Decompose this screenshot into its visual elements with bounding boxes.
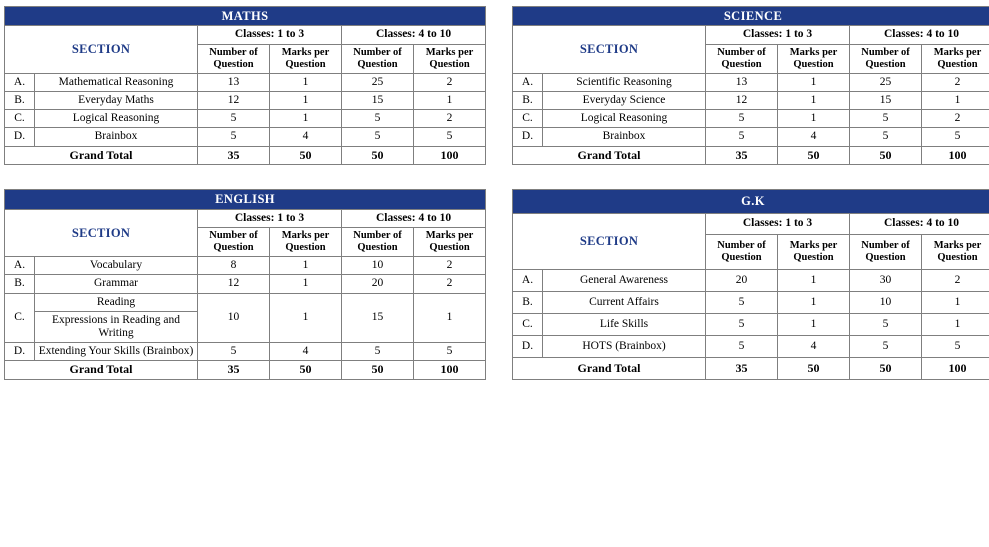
row-letter: C.	[5, 293, 35, 343]
table-group-header-row	[513, 213, 989, 235]
row-name: Everyday Maths	[35, 91, 198, 109]
row-value: 12	[198, 91, 270, 109]
row-value: 5	[922, 128, 989, 146]
row-name: Scientific Reasoning	[543, 73, 706, 91]
row-value: 2	[414, 257, 486, 275]
row-value: 1	[414, 293, 486, 343]
table-group-header-row	[5, 209, 486, 227]
sub-header-3: Number of Question	[342, 44, 414, 73]
grand-total-value: 100	[922, 146, 989, 165]
grand-total-value: 50	[342, 146, 414, 165]
grand-total-row	[5, 361, 486, 380]
grand-total-row	[513, 357, 989, 380]
row-letter: B.	[513, 292, 543, 314]
row-value: 5	[922, 335, 989, 357]
grand-total-value: 50	[778, 357, 850, 380]
grand-total-label: Grand Total	[513, 146, 706, 165]
row-value: 5	[706, 110, 778, 128]
sub-header-1: Number of Question	[198, 44, 270, 73]
table-row	[513, 110, 989, 128]
sub-header-4: Marks per Question	[414, 227, 486, 256]
row-value: 25	[850, 73, 922, 91]
table-title-row	[5, 190, 486, 209]
row-value: 2	[414, 73, 486, 91]
row-value: 20	[342, 275, 414, 293]
table-row	[513, 270, 989, 292]
row-value: 4	[778, 335, 850, 357]
section-header: SECTION	[513, 26, 706, 73]
row-value: 1	[922, 91, 989, 109]
table-title-row	[513, 7, 989, 26]
grand-total-value: 35	[198, 146, 270, 165]
row-name: HOTS (Brainbox)	[543, 335, 706, 357]
grand-total-label: Grand Total	[5, 361, 198, 380]
row-value: 2	[922, 73, 989, 91]
row-name: Logical Reasoning	[543, 110, 706, 128]
table-row	[5, 128, 486, 146]
grand-total-value: 50	[778, 146, 850, 165]
section-header: SECTION	[5, 209, 198, 256]
row-letter: C.	[5, 110, 35, 128]
table-row	[5, 343, 486, 361]
section-header: SECTION	[5, 26, 198, 73]
table-title-row	[5, 7, 486, 26]
subject-title: MATHS	[5, 7, 486, 26]
row-letter: D.	[513, 128, 543, 146]
row-letter: B.	[513, 91, 543, 109]
row-name-secondary: Expressions in Reading and Writing	[35, 311, 198, 342]
table-row	[5, 73, 486, 91]
grand-total-label: Grand Total	[513, 357, 706, 380]
row-name: Everyday Science	[543, 91, 706, 109]
row-value: 5	[198, 128, 270, 146]
row-value: 5	[706, 128, 778, 146]
group-header-2: Classes: 4 to 10	[850, 213, 989, 235]
group-header-2: Classes: 4 to 10	[850, 26, 989, 44]
row-value: 12	[198, 275, 270, 293]
row-value: 25	[342, 73, 414, 91]
row-value: 1	[922, 292, 989, 314]
row-value: 8	[198, 257, 270, 275]
group-header-1: Classes: 1 to 3	[198, 26, 342, 44]
row-letter: D.	[513, 335, 543, 357]
sub-header-4: Marks per Question	[414, 44, 486, 73]
grand-total-value: 35	[706, 357, 778, 380]
grand-total-value: 50	[850, 146, 922, 165]
row-value: 1	[778, 313, 850, 335]
row-value: 13	[198, 73, 270, 91]
row-letter: B.	[5, 91, 35, 109]
row-letter: A.	[5, 73, 35, 91]
row-value: 5	[342, 110, 414, 128]
row-value: 1	[414, 91, 486, 109]
grand-total-value: 50	[270, 146, 342, 165]
row-value: 1	[778, 91, 850, 109]
row-name: Extending Your Skills (Brainbox)	[35, 343, 198, 361]
row-value: 10	[342, 257, 414, 275]
table-group-header-row	[513, 26, 989, 44]
row-name: Brainbox	[543, 128, 706, 146]
row-value: 1	[270, 91, 342, 109]
grand-total-value: 100	[922, 357, 989, 380]
subject-title: ENGLISH	[5, 190, 486, 209]
row-letter: B.	[5, 275, 35, 293]
row-value: 10	[850, 292, 922, 314]
row-value: 15	[342, 293, 414, 343]
row-value: 20	[706, 270, 778, 292]
sub-header-2: Marks per Question	[270, 227, 342, 256]
sub-header-2: Marks per Question	[778, 235, 850, 270]
row-value: 5	[342, 128, 414, 146]
row-value: 1	[778, 270, 850, 292]
group-header-1: Classes: 1 to 3	[198, 209, 342, 227]
row-value: 2	[922, 110, 989, 128]
group-header-1: Classes: 1 to 3	[706, 26, 850, 44]
table-gk	[512, 189, 989, 380]
sub-header-4: Marks per Question	[922, 44, 989, 73]
table-row	[5, 257, 486, 275]
grand-total-row	[513, 146, 989, 165]
table-science	[512, 6, 989, 165]
sub-header-1: Number of Question	[706, 235, 778, 270]
row-letter: D.	[5, 343, 35, 361]
row-value: 2	[414, 110, 486, 128]
sub-header-4: Marks per Question	[922, 235, 989, 270]
sub-header-3: Number of Question	[342, 227, 414, 256]
row-name: Brainbox	[35, 128, 198, 146]
row-value: 4	[270, 128, 342, 146]
row-name: Reading	[35, 293, 198, 311]
row-letter: A.	[513, 73, 543, 91]
grand-total-label: Grand Total	[5, 146, 198, 165]
row-value: 1	[778, 292, 850, 314]
table-row	[5, 293, 486, 311]
row-value: 5	[850, 110, 922, 128]
grand-total-value: 35	[198, 361, 270, 380]
table-row	[5, 91, 486, 109]
sub-header-3: Number of Question	[850, 44, 922, 73]
row-value: 2	[922, 270, 989, 292]
row-value: 30	[850, 270, 922, 292]
row-name: General Awareness	[543, 270, 706, 292]
table-row	[513, 292, 989, 314]
table-row	[513, 73, 989, 91]
row-value: 5	[198, 343, 270, 361]
table-group-header-row	[5, 26, 486, 44]
group-header-2: Classes: 4 to 10	[342, 26, 486, 44]
row-letter: A.	[513, 270, 543, 292]
row-letter: C.	[513, 110, 543, 128]
row-value: 5	[850, 313, 922, 335]
table-row	[513, 335, 989, 357]
sub-header-1: Number of Question	[706, 44, 778, 73]
subject-title: G.K	[513, 190, 989, 213]
group-header-1: Classes: 1 to 3	[706, 213, 850, 235]
table-row	[5, 275, 486, 293]
row-value: 5	[342, 343, 414, 361]
row-value: 15	[850, 91, 922, 109]
table-row	[513, 128, 989, 146]
row-value: 5	[414, 128, 486, 146]
row-value: 5	[198, 110, 270, 128]
row-value: 1	[778, 110, 850, 128]
sub-header-1: Number of Question	[198, 227, 270, 256]
table-title-row	[513, 190, 989, 213]
row-value: 1	[270, 293, 342, 343]
row-value: 1	[778, 73, 850, 91]
row-value: 1	[270, 257, 342, 275]
table-row	[5, 110, 486, 128]
table-english	[4, 189, 486, 380]
grand-total-value: 100	[414, 361, 486, 380]
row-value: 5	[706, 313, 778, 335]
row-name: Vocabulary	[35, 257, 198, 275]
grand-total-value: 35	[706, 146, 778, 165]
row-value: 10	[198, 293, 270, 343]
row-letter: D.	[5, 128, 35, 146]
table-row	[513, 91, 989, 109]
row-value: 1	[270, 110, 342, 128]
row-name: Logical Reasoning	[35, 110, 198, 128]
row-value: 2	[414, 275, 486, 293]
row-value: 15	[342, 91, 414, 109]
row-value: 13	[706, 73, 778, 91]
row-letter: C.	[513, 313, 543, 335]
grand-total-value: 100	[414, 146, 486, 165]
subject-title: SCIENCE	[513, 7, 989, 26]
row-value: 5	[706, 335, 778, 357]
sub-header-3: Number of Question	[850, 235, 922, 270]
row-value: 4	[270, 343, 342, 361]
row-value: 5	[706, 292, 778, 314]
row-value: 1	[922, 313, 989, 335]
row-value: 5	[414, 343, 486, 361]
section-header: SECTION	[513, 213, 706, 270]
grand-total-row	[5, 146, 486, 165]
row-name: Life Skills	[543, 313, 706, 335]
row-value: 4	[778, 128, 850, 146]
row-name: Mathematical Reasoning	[35, 73, 198, 91]
grand-total-value: 50	[342, 361, 414, 380]
group-header-2: Classes: 4 to 10	[342, 209, 486, 227]
row-letter: A.	[5, 257, 35, 275]
row-name: Current Affairs	[543, 292, 706, 314]
table-row	[513, 313, 989, 335]
row-value: 1	[270, 275, 342, 293]
row-value: 12	[706, 91, 778, 109]
sub-header-2: Marks per Question	[270, 44, 342, 73]
row-value: 5	[850, 128, 922, 146]
row-value: 1	[270, 73, 342, 91]
grand-total-value: 50	[850, 357, 922, 380]
grand-total-value: 50	[270, 361, 342, 380]
table-maths	[4, 6, 486, 165]
sub-header-2: Marks per Question	[778, 44, 850, 73]
row-name: Grammar	[35, 275, 198, 293]
row-value: 5	[850, 335, 922, 357]
